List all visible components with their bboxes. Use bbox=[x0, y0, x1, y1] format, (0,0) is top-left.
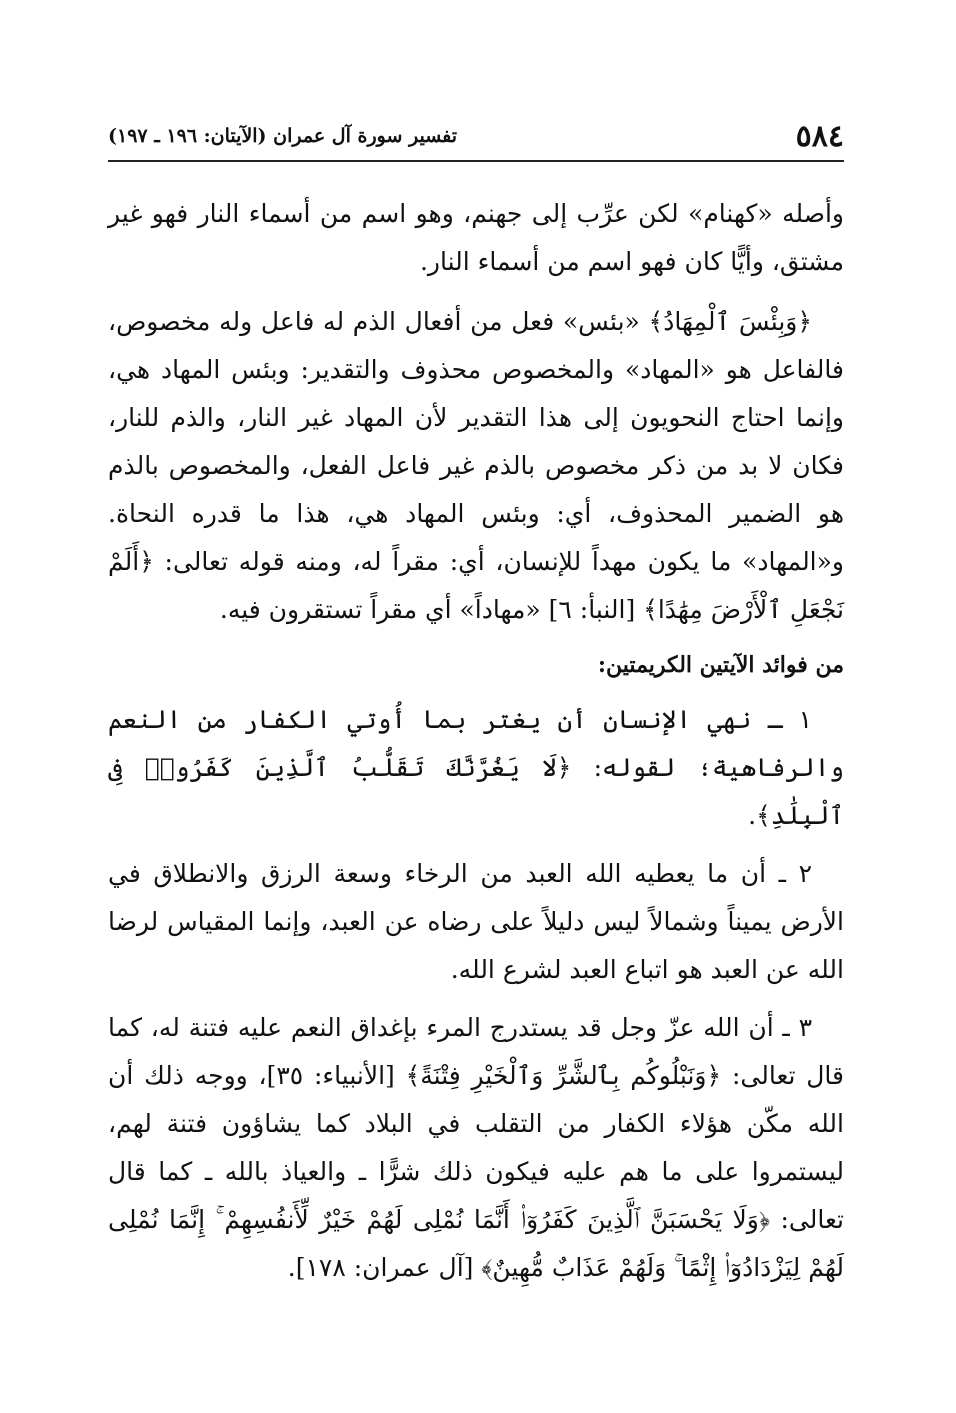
running-title: تفسير سورة آل عمران (الآيتان: ١٩٦ ـ ١٩٧) bbox=[108, 125, 458, 147]
page-body bbox=[108, 190, 844, 1302]
benefit-item-2: ٢ ـ أن ما يعطيه الله العبد من الرخاء وسعة الرزق والانطلاق في الأرض يميناً وشمالاً ليس دليلاً على رضاه عن العبد، وإنما المقياس لرضا الله عن العبد هو اتباع العبد لشرع الله. bbox=[108, 859, 844, 984]
paragraph-bi-sa-al-mihad: ﴿وَبِئْسَ ٱلْمِهَادُ﴾ «بئس» فعل من أفعال الذم له فاعل وله مخصوص، فالفاعل هو «المهاد» والمخصوص محذوف والتقدير: وبئس المهاد هي، وإنما احتاج النحويون إلى هذا التقدير لأن المهاد غير النار، والذم للنار، فكان لا بد من ذكر مخصوص بالذم غير فاعل الفعل، والمخصوص بالذم هو الضمير المحذوف، أي: وبئس المهاد هي، هذا ما قدره النحاة. و«المهاد» ما يكون مهداً للإنسان، أي: مقراً له، ومنه قوله تعالى: ﴿أَلَمْ نَجْعَلِ ٱلْأَرْضَ مِهَٰدًا﴾ [النبأ: ٦] «مهاداً» أي مقراً تستقرون فيه. bbox=[108, 307, 844, 624]
page-number: ٥٨٤ bbox=[795, 118, 844, 154]
paragraph-origin-of-jahannam: وأصله «كهنام» لكن عرِّب إلى جهنم، وهو اسم من أسماء النار فهو غير مشتق، وأيًّا كان فهو اسم من أسماء النار. bbox=[108, 199, 844, 276]
section-heading: من فوائد الآيتين الكريمتين: bbox=[597, 652, 844, 678]
benefit-item-1: ١ ـ نهي الإنسان أن يغتر بما أُوتي الكفار من النعم والرفاهية؛ لقوله: ﴿لَا يَغُرَّنَّكَ تَقَلُّبُ ٱلَّذِينَ كَفَرُوا۟ فِى ٱلْبِلَٰدِ﴾. bbox=[108, 705, 844, 830]
benefit-item-3: ٣ ـ أن الله عزّ وجل قد يستدرج المرء بإغداق النعم عليه فتنة له، كما قال تعالى: ﴿وَنَبْلُوكُم بِٱلشَّرِّ وَٱلْخَيْرِ فِتْنَةً﴾ [الأنبياء: ٣٥]، ووجه ذلك أن الله مكّن هؤلاء الكفار من التقلب في البلاد كما يشاؤون فتنة لهم، ليستمروا على ما هم عليه فيكون ذلك شرًّا ـ والعياذ بالله ـ كما قال تعالى: ﴿وَلَا يَحْسَبَنَّ ٱلَّذِينَ كَفَرُوٓا۟ أَنَّمَا نُمْلِى لَهُمْ خَيْرٌ لِّأَنفُسِهِمْ ۚ إِنَّمَا نُمْلِى لَهُمْ لِيَزْدَادُوٓا۟ إِثْمًا ۚ وَلَهُمْ عَذَابٌ مُّهِينٌ﴾ [آل عمران: ١٧٨]. bbox=[108, 1013, 844, 1282]
page-header bbox=[108, 112, 844, 162]
